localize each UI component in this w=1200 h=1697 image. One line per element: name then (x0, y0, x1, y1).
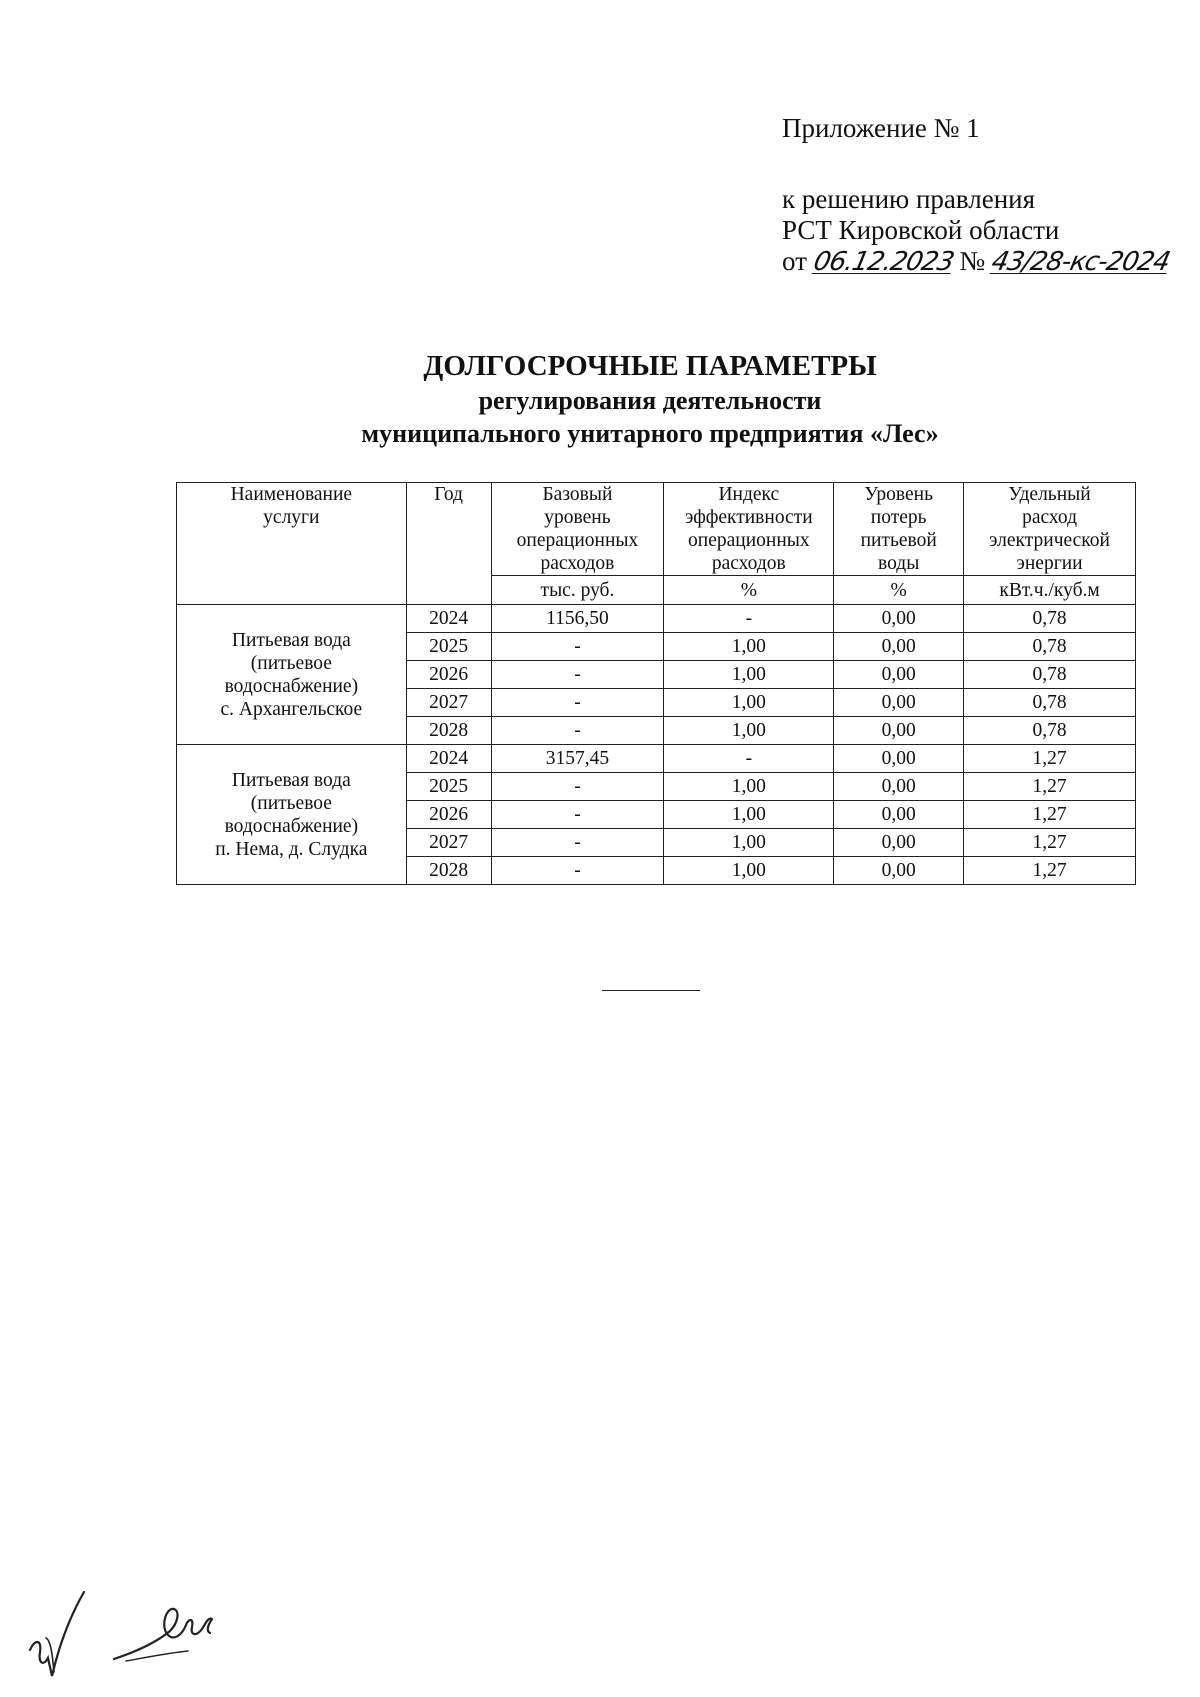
cell-year: 2024 (406, 605, 491, 633)
unit-base-cost: тыс. руб. (491, 576, 664, 605)
date-prefix: от (782, 246, 807, 276)
unit-energy: кВт.ч./куб.м (964, 576, 1136, 605)
cell-year: 2027 (406, 689, 491, 717)
header-base-cost: Базовый уровень операционных расходов (491, 483, 664, 576)
cell-index: 1,00 (664, 829, 834, 857)
cell-loss: 0,00 (834, 605, 964, 633)
header-efficiency: Индекс эффективности операционных расходов (664, 483, 834, 576)
cell-loss: 0,00 (834, 689, 964, 717)
table-row (177, 605, 1136, 633)
header-energy: Удельный расход электрической энергии (964, 483, 1136, 576)
cell-base: - (491, 633, 664, 661)
header-row (177, 483, 1136, 576)
cell-base: - (491, 857, 664, 885)
decision-line-1: к решению правления (782, 184, 1036, 214)
end-of-document-rule (602, 990, 700, 991)
cell-energy: 1,27 (964, 773, 1136, 801)
decision-date: 06.12.2023 (810, 247, 956, 277)
cell-year: 2024 (406, 745, 491, 773)
cell-year: 2028 (406, 857, 491, 885)
service-name-arkhangelskoe: Питьевая вода (питьевое водоснабжение) с. Архангельское (177, 605, 407, 745)
cell-loss: 0,00 (834, 717, 964, 745)
cell-index: 1,00 (664, 717, 834, 745)
header-service: Наименование услуги (177, 483, 407, 605)
unit-losses: % (834, 576, 964, 605)
cell-energy: 1,27 (964, 801, 1136, 829)
title-line-3: муниципального унитарного предприятия «Лес» (361, 419, 939, 448)
title-line-2: регулирования деятельности (478, 386, 822, 415)
annex-title: Приложение № 1 (782, 113, 980, 143)
signature-icon (108, 1595, 228, 1675)
cell-index: 1,00 (664, 661, 834, 689)
cell-energy: 1,27 (964, 745, 1136, 773)
cell-year: 2026 (406, 801, 491, 829)
document-title (0, 348, 1200, 450)
decision-line-2: РСТ Кировской области (782, 215, 1060, 245)
cell-year: 2025 (406, 773, 491, 801)
cell-base: - (491, 689, 664, 717)
cell-index: - (664, 605, 834, 633)
parameters-table (176, 482, 1136, 885)
cell-loss: 0,00 (834, 857, 964, 885)
cell-base: - (491, 801, 664, 829)
cell-loss: 0,00 (834, 633, 964, 661)
cell-base: - (491, 829, 664, 857)
initials-signature-icon (22, 1580, 92, 1690)
decision-date-line (782, 246, 1172, 278)
decision-reference (782, 184, 1172, 278)
cell-loss: 0,00 (834, 745, 964, 773)
cell-energy: 0,78 (964, 717, 1136, 745)
title-line-1: ДОЛГОСРОЧНЫЕ ПАРАМЕТРЫ (423, 350, 877, 382)
cell-energy: 0,78 (964, 689, 1136, 717)
table-row (177, 745, 1136, 773)
unit-efficiency: % (664, 576, 834, 605)
cell-year: 2028 (406, 717, 491, 745)
cell-index: - (664, 745, 834, 773)
cell-energy: 0,78 (964, 661, 1136, 689)
cell-energy: 1,27 (964, 857, 1136, 885)
cell-energy: 0,78 (964, 605, 1136, 633)
cell-index: 1,00 (664, 773, 834, 801)
cell-year: 2027 (406, 829, 491, 857)
cell-year: 2026 (406, 661, 491, 689)
cell-loss: 0,00 (834, 773, 964, 801)
cell-base: 3157,45 (491, 745, 664, 773)
cell-year: 2025 (406, 633, 491, 661)
cell-loss: 0,00 (834, 661, 964, 689)
cell-base: - (491, 661, 664, 689)
decision-number: 43/28-кс-2024 (988, 247, 1172, 277)
cell-base: - (491, 717, 664, 745)
cell-loss: 0,00 (834, 801, 964, 829)
service-name-nema-sludka: Питьевая вода (питьевое водоснабжение) п. Нема, д. Слудка (177, 745, 407, 885)
cell-index: 1,00 (664, 689, 834, 717)
header-losses: Уровень потерь питьевой воды (834, 483, 964, 576)
cell-energy: 1,27 (964, 829, 1136, 857)
cell-base: 1156,50 (491, 605, 664, 633)
cell-loss: 0,00 (834, 829, 964, 857)
header-year: Год (406, 483, 491, 605)
cell-index: 1,00 (664, 633, 834, 661)
cell-index: 1,00 (664, 801, 834, 829)
cell-index: 1,00 (664, 857, 834, 885)
cell-energy: 0,78 (964, 633, 1136, 661)
cell-base: - (491, 773, 664, 801)
number-prefix: № (959, 246, 986, 276)
